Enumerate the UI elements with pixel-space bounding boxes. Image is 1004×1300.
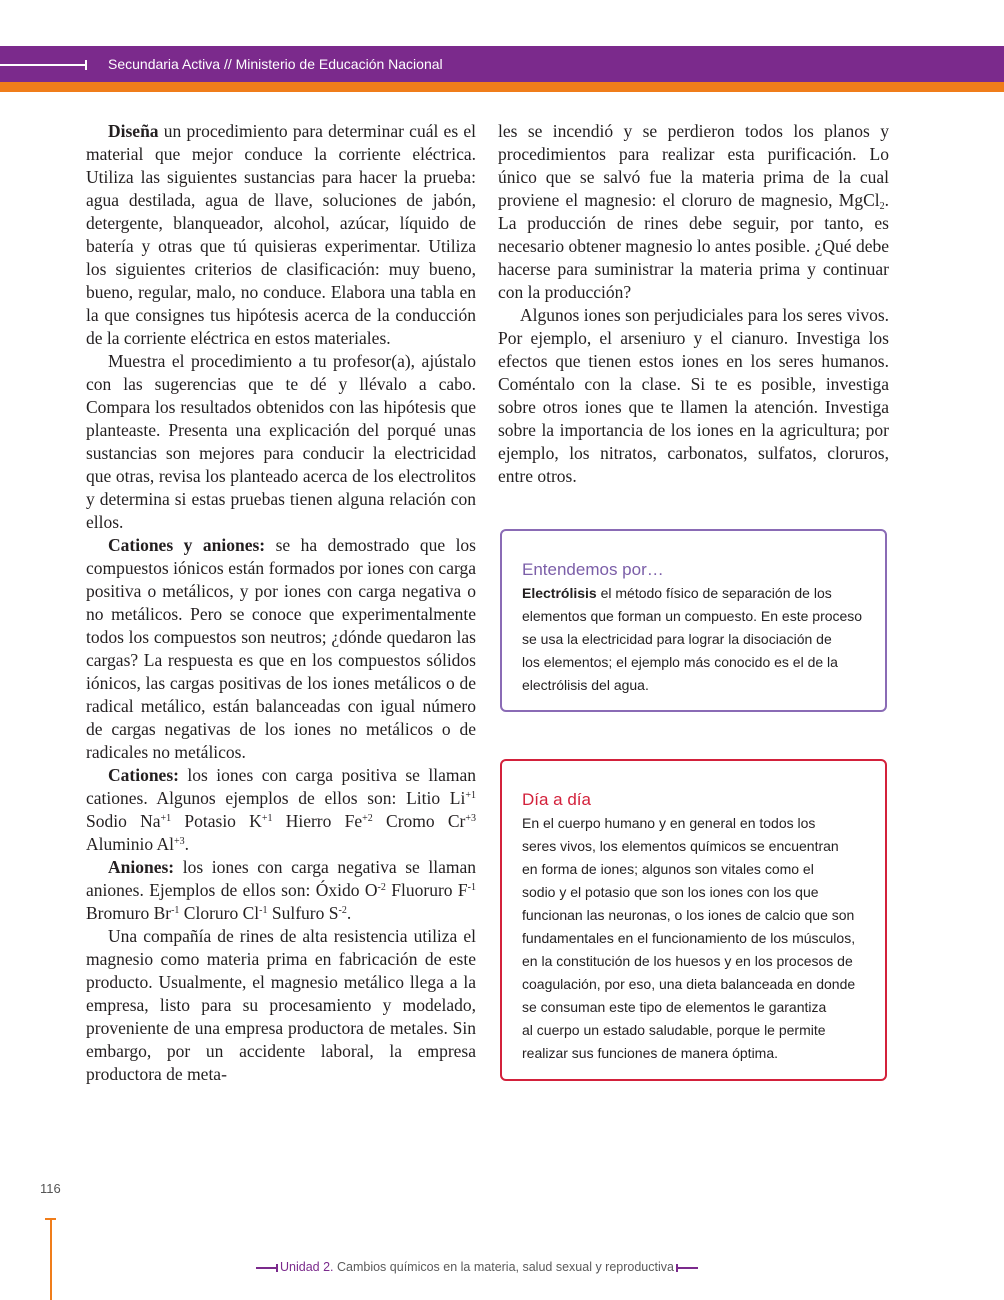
anion-name: Bromuro Br <box>86 903 172 923</box>
box-line: los elementos; el ejemplo más conocido es el de la <box>522 654 838 670</box>
dia-a-dia-body <box>522 812 855 1065</box>
term-bold: Electrólisis <box>522 585 597 601</box>
paragraph-text: un procedimiento para determinar cuál es el material que mejor conduce la corriente eléctrica. Utiliza las siguientes sustancias para hacer la prueba: agua destilada, agua de llave, soluciones de jabón, detergente, blanqueador, alcohol, azúcar, líquido de batería y otras que tú quisieras experimentar. Utiliza los siguientes criterios de clasificación: muy bueno, bueno, regular, malo, no conduce. Elabora una tabla en la que consignes tus hipótesis acerca de la conducción de la corriente eléctrica en estos materiales. <box>86 121 476 348</box>
anion-item <box>184 903 268 923</box>
cation-name: Litio Li <box>406 788 466 808</box>
bold-lead: Cationes y aniones: <box>108 535 266 555</box>
paragraph-cationes-aniones <box>86 534 476 764</box>
anion-item <box>86 903 179 923</box>
anion-charge: -2 <box>338 905 347 916</box>
anion-charge: -1 <box>259 905 268 916</box>
anion-item <box>272 903 347 923</box>
cation-charge: +3 <box>465 813 477 824</box>
box-line: seres vivos, los elementos químicos se encuentran <box>522 838 839 854</box>
box-line: se usa la electricidad para lograr la disociación de <box>522 631 832 647</box>
box-line: en forma de iones; algunos son vitales como el <box>522 861 814 877</box>
cation-item <box>86 811 171 831</box>
anion-charge: -2 <box>377 882 386 893</box>
paragraph-text: los iones con carga positiva se llaman cationes. Algunos ejemplos de ellos son: <box>86 765 476 808</box>
cation-item <box>184 811 272 831</box>
cation-item <box>386 811 476 831</box>
paragraph-text: se ha demostrado que los compuestos iónicos están formados por iones con carga positiva o metálicos, y por iones con carga negativa o no metálicos. Pero se conoce que experimentalmente todos los compuestos son neutros; ¿dónde quedaron las cargas? La respuesta es que en los compuestos sólidos iónicos, las cargas positivas de los iones metálicos o de radical metálico, están balanceadas con igual número de cargas negativas de los iones no metálicos o de radicales no metálicos. <box>86 535 476 762</box>
paragraph-aniones: Aniones: los iones con carga negativa se llaman aniones. Ejemplos de ellos son: Óxido $O^{-2}$ Fluoruro $F^{-1}$ Bromuro $Br^{-1}$ Cloruro $Cl^{-1}$ Sulfuro $S^{-2}$. <box>86 857 476 923</box>
bold-lead: Cationes: <box>108 765 179 785</box>
box-line: al cuerpo un estado saludable, porque le permite <box>522 1022 826 1038</box>
dia-a-dia-title: Día a día <box>522 790 591 809</box>
cation-item <box>406 788 476 808</box>
paragraph-text: los iones con carga negativa se llaman aniones. Ejemplos de ellos son: <box>86 857 476 900</box>
box-line: en la constitución de los huesos y en los procesos de <box>522 953 853 969</box>
footer-rule-left <box>256 1267 278 1269</box>
cation-name: Cromo Cr <box>386 811 466 831</box>
cation-item <box>286 811 373 831</box>
margin-rule-tick <box>45 1218 56 1220</box>
bold-lead: Diseña <box>108 121 159 141</box>
anion-charge: -1 <box>171 905 180 916</box>
cation-name: Hierro Fe <box>285 811 363 831</box>
paragraph-continuation <box>498 120 889 304</box>
footer <box>254 1260 700 1278</box>
cation-charge: +1 <box>465 790 476 801</box>
paragraph-text: Una compañía de rines de alta resistencia utiliza el magnesio como materia prima en fabricación de este producto. Usualmente, el magnesio metálico llega a la empresa, listo para su procesamiento y modelado, proveniente de una empresa productora de metales. Sin embargo, por un accidente laboral, la empresa productora de meta- <box>86 926 476 1084</box>
footer-unit: Unidad 2. <box>280 1260 334 1274</box>
cation-name: Sodio Na <box>86 811 161 831</box>
footer-rule-right <box>676 1267 698 1269</box>
box-line <box>522 582 862 605</box>
anion-name: Óxido O <box>315 880 378 900</box>
paragraph-iones-perjudiciales <box>498 304 889 488</box>
cation-charge: +2 <box>362 813 373 824</box>
paragraph-compania <box>86 925 476 1086</box>
paragraph-cationes: Cationes: los iones con carga positiva se llaman cationes. Algunos ejemplos de ellos son: Litio $Li^{+1}$ Sodio $Na^{+1}$ Potasio $K^{+1}$ Hierro $Fe^{+2}$ Cromo $Cr^{+3}$ Aluminio $Al^{+3}$. <box>86 765 477 854</box>
page-number: 116 <box>40 1181 61 1196</box>
box-line: coagulación, por eso, una dieta balanceada en donde <box>522 976 856 992</box>
header-rule <box>0 64 86 66</box>
cation-name: Aluminio Al <box>86 834 174 854</box>
anion-item <box>316 880 386 900</box>
cation-charge: +3 <box>174 836 185 847</box>
anion-charge: -1 <box>467 882 476 893</box>
box-line: se consuman este tipo de elementos le garantiza <box>522 999 827 1015</box>
paragraph-text: les se incendió y se perdieron todos los planos y procedimientos para realizar esta purificación. Lo único que se salvó fue la materia prima de la cual proviene el magnesio: el cloruro de magnesio, MgCl <box>498 121 889 210</box>
box-line-text: el método físico de separación de los <box>596 585 832 601</box>
cation-name: Potasio K <box>184 811 262 831</box>
header-title: Secundaria Activa // Ministerio de Educación Nacional <box>108 56 443 72</box>
anion-name: Sulfuro S <box>271 903 339 923</box>
cation-charge: +1 <box>160 813 172 824</box>
cation-item <box>86 834 185 854</box>
anion-item <box>391 880 476 900</box>
box-line: sodio y el potasio que son los iones con los que <box>522 884 819 900</box>
footer-text: Cambios químicos en la materia, salud sexual y reproductiva <box>333 1260 674 1274</box>
box-line: funcionan las neuronas, o los iones de calcio que son <box>522 907 855 923</box>
box-line: En el cuerpo humano y en general en todos los <box>522 815 816 831</box>
entendemos-por-body <box>522 582 862 697</box>
bold-lead: Aniones: <box>108 857 175 877</box>
paragraph-text: . La producción de rines debe seguir, por tanto, es necesario obtener magnesio lo antes posible. ¿Qué debe hacerse para suministrar la materia prima y continuar con la producción? <box>498 190 889 302</box>
paragraph-disena <box>86 120 476 350</box>
paragraph-text: Muestra el procedimiento a tu profesor(a), ajústalo con las sugerencias que te dé y llévalo a cabo. Compara los resultados obtenidos con las hipótesis que planteaste. Presenta una explicación del porqué unas sustancias son mejores para conducir la electricidad que otras, revisa los planteado acerca de los electrolitos y determina si estas pruebas tienen alguna relación con ellos. <box>86 351 476 532</box>
box-line: electrólisis del agua. <box>522 677 649 693</box>
anion-name: Fluoruro F <box>391 880 468 900</box>
left-column <box>86 120 476 1086</box>
box-line: realizar sus funciones de manera óptima. <box>522 1045 779 1061</box>
header-stripe <box>0 82 1004 92</box>
paragraph-text: Algunos iones son perjudiciales para los seres vivos. Por ejemplo, el arseniuro y el cianuro. Investiga los efectos que tienen estos iones en los seres humanos. Coméntalo con la clase. Si te es posible, investiga sobre otros iones que te llamen la atención. Investiga sobre la importancia de los iones en la agricultura; por ejemplo, los nitratos, carbonatos, sulfatos, cloruros, entre otros. <box>498 305 889 486</box>
anion-name: Cloruro Cl <box>183 903 260 923</box>
subscript: 2 <box>879 201 885 212</box>
cation-charge: +1 <box>261 813 273 824</box>
box-line: fundamentales en el funcionamiento de los músculos, <box>522 930 856 946</box>
right-column <box>498 120 889 488</box>
header-rule-tick <box>85 60 87 70</box>
entendemos-por-title: Entendemos por… <box>522 560 664 579</box>
entendemos-por-box <box>500 529 887 712</box>
box-line: elementos que forman un compuesto. En este proceso <box>522 608 863 624</box>
paragraph-muestra <box>86 350 476 534</box>
margin-rule <box>50 1218 52 1300</box>
dia-a-dia-box <box>500 759 887 1081</box>
